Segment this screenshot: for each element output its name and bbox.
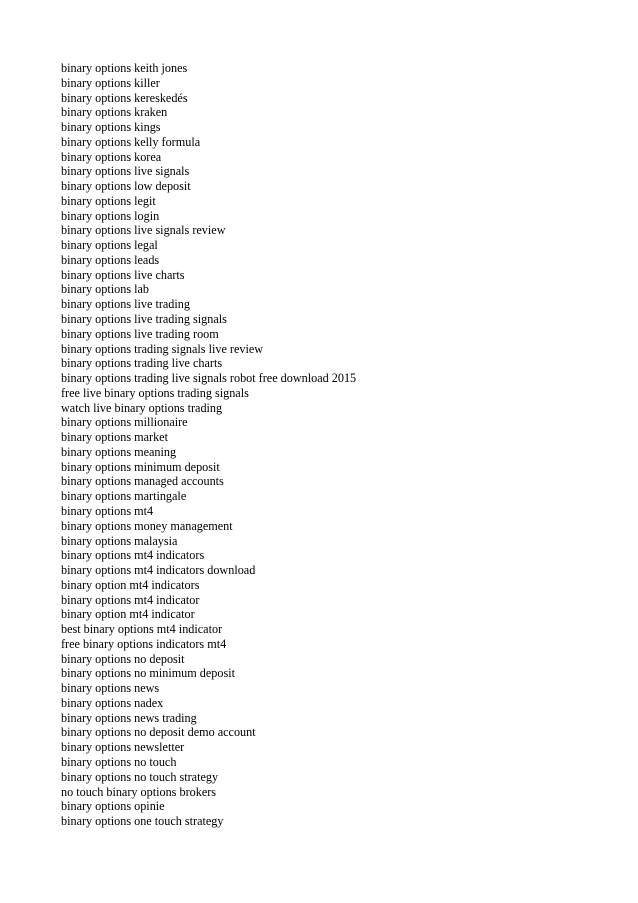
text-line: binary options keith jones [61,61,188,75]
text-line: binary options one touch strategy [61,814,224,829]
text-line: binary options no minimum deposit [61,666,236,681]
text-line: free binary options indicators mt4 [61,636,227,651]
text-line: binary options meaning [61,444,177,459]
text-line: binary options live trading room [61,326,219,341]
text-line: binary options live trading [61,297,190,312]
text-line: binary options kelly formula [61,134,201,149]
text-line: binary option mt4 indicator [61,607,195,622]
text-line: binary options legit [61,193,156,208]
text-line: binary options money management [61,518,233,533]
text-line: binary options kraken [61,105,168,120]
text-line: binary options mt4 [61,503,154,518]
text-line: watch live binary options trading [61,400,223,415]
text-line: best binary options mt4 indicator [61,622,223,637]
text-line: binary options live signals [61,164,190,179]
text-line: binary options no deposit demo account [61,725,256,740]
text-line: binary option mt4 indicators [61,577,200,592]
text-line: binary options newsletter [61,740,185,755]
text-line: binary options lab [61,282,150,297]
text-line: binary options malaysia [61,533,178,548]
text-line: binary options kereskedés [61,90,188,105]
text-line: binary options live trading signals [61,312,227,327]
text-line: binary options live charts [61,267,185,282]
text-line: binary options killer [61,75,160,90]
text-line: binary options martingale [61,489,187,504]
text-line: binary options mt4 indicators download [61,563,256,578]
text-line: binary options leads [61,252,160,267]
text-line: binary options managed accounts [61,474,224,489]
text-line: binary options minimum deposit [61,459,220,474]
text-line: binary options mt4 indicator [61,592,200,607]
text-line: binary options no touch strategy [61,769,219,784]
text-line: binary options trading live signals robot free download 2015 [61,371,357,386]
keyword-list [61,61,356,829]
text-line: binary options millionaire [61,415,188,430]
text-line: binary options mt4 indicators [61,548,205,563]
text-line: binary options korea [61,149,162,164]
text-line: binary options no touch [61,754,177,769]
text-line: binary options trading signals live review [61,341,264,356]
text-line: free live binary options trading signals [61,385,249,400]
text-line: binary options low deposit [61,179,191,194]
text-line: binary options legal [61,238,158,253]
text-line: binary options live signals review [61,223,226,238]
text-line: no touch binary options brokers [61,784,217,799]
text-line: binary options news [61,681,160,696]
text-line: binary options trading live charts [61,356,223,371]
text-line: binary options login [61,208,160,223]
text-line: binary options nadex [61,695,164,710]
text-line: binary options news trading [61,710,197,725]
text-line: binary options opinie [61,799,165,814]
text-line: binary options market [61,430,168,445]
text-line: binary options kings [61,120,161,135]
text-line: binary options no deposit [61,651,185,666]
